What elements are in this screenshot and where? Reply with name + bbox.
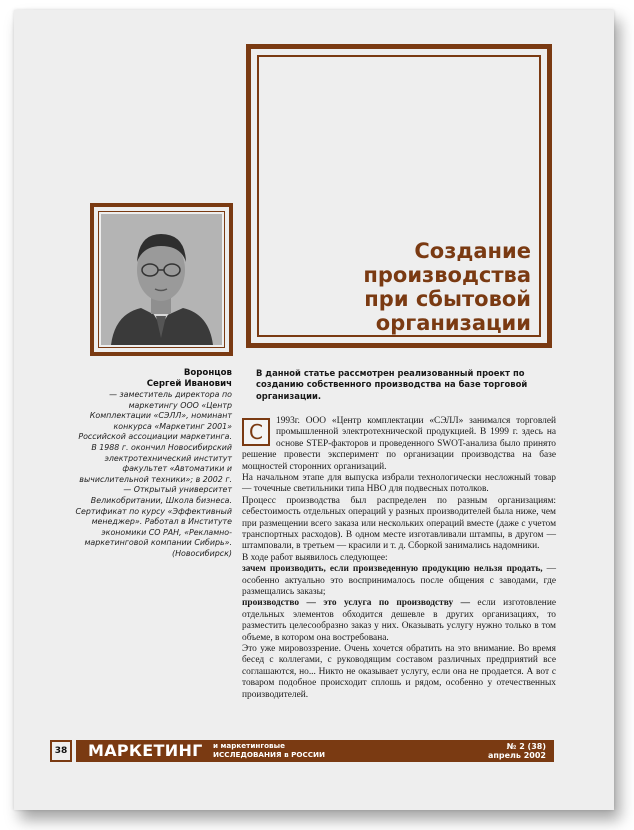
page-number: 38 (50, 740, 72, 762)
article-point-text: — особенно актуально это воспринималось после общения с заводами, где размещались заказы; (242, 564, 557, 597)
article-body (242, 368, 556, 701)
article-title (271, 239, 531, 335)
article-point (242, 564, 556, 598)
article-point-bold: зачем производить, если произведенную продукцию нельзя продать, (242, 564, 543, 575)
magazine-page (14, 10, 614, 810)
title-frame (246, 44, 552, 348)
author-photo (101, 214, 222, 345)
article-title-line: при сбытовой (364, 287, 531, 311)
magazine-logo-subtitle (213, 742, 325, 759)
article-title-line: Создание (414, 239, 531, 263)
article-paragraph: 1993г. ООО «Центр комплектации «СЭЛЛ» занимался торговлей промышленной электротехнической продукцией. В 1999 г. здесь на основе STEP-факторов и проведенного SWOT-анализа было принято решение провести эксперимент по организации производства на базе мощностей сторонних организаций. (242, 415, 556, 472)
footer-banner (76, 740, 554, 762)
author-surname: Воронцов (183, 368, 232, 378)
issue-number: № 2 (38) (506, 742, 546, 751)
article-paragraph: На начальном этапе для выпуска избрали технологически несложный товар — точечные светильники типа НВО для подвесных потолков. (242, 472, 556, 495)
author-bio: — заместитель директора по маркетингу ООО «Центр Комплектации «СЭЛЛ», номинант конкурса «Маркетинг 2001» Российской ассоциации маркетинга. В 1988 г. окончил Новосибирский электротехнический институт факультет «Автоматики и вычислительной техники»; в 2002 г. — Открытый университет Великобритании, Школа бизнеса. Сертификат по курсу «Эффективный менеджер». Работал в Институте экономики СО РАН, «Рекламно-маркетинговой компании Сибирь». (Новосибирск) (75, 390, 232, 558)
article-paragraph: В ходе работ выявилось следующее: (242, 552, 388, 563)
article-title-line: производства (363, 263, 531, 287)
issue-info (488, 742, 546, 761)
issue-date: апрель 2002 (487, 751, 546, 761)
author-photo-frame (90, 203, 233, 356)
dropcap-letter: С (242, 418, 270, 446)
article-point-bold: производство — это услуга по производству — (242, 598, 470, 609)
article-paragraph: Это уже мировоззрение. Очень хочется обратить на это внимание. Во время бесед с коллегами, с руководящим составом различных предприятий все соглашаются, но... Никто не оказывает услугу, если она не продается. А вот с товаром подобное происходит сплошь и рядом, особенно у отечественных производителей. (242, 644, 556, 700)
article-point-text: если изготовление отдельных элементов обходится дешевле в других организациях, то разместить целесообразно заказ у них. Оказывать услугу нужно только в том объеме, в котором она востребована. (242, 598, 557, 643)
article-lead: В данной статье рассмотрен реализованный проект по созданию собственного производства на базе торговой организации. (256, 368, 528, 401)
article-title-line: организации (375, 311, 531, 335)
author-portrait-icon (101, 214, 222, 345)
article-point (242, 598, 556, 644)
article-paragraph: Процесс производства был распределен по разным организациям: себестоимость отдельных операций у разных производителей была ниже, чем при размещении всего заказа или нескольких операций вместе (даже с учетом транспортных расходов). В одном месте изготавливали штампы, в другом — штамповали, в третьем — красили и т. д. Сборкой занимались надомники. (242, 495, 556, 552)
article-text (242, 416, 556, 701)
logo-subtitle-line: и маркетинговые (213, 741, 285, 750)
author-info (74, 368, 232, 560)
logo-subtitle-line: ИССЛЕДОВАНИЯ в РОССИИ (213, 749, 326, 759)
page-footer (50, 740, 554, 762)
author-given-name: Сергей Иванович (146, 379, 232, 389)
magazine-logo: МАРКЕТИНГ (88, 741, 203, 760)
